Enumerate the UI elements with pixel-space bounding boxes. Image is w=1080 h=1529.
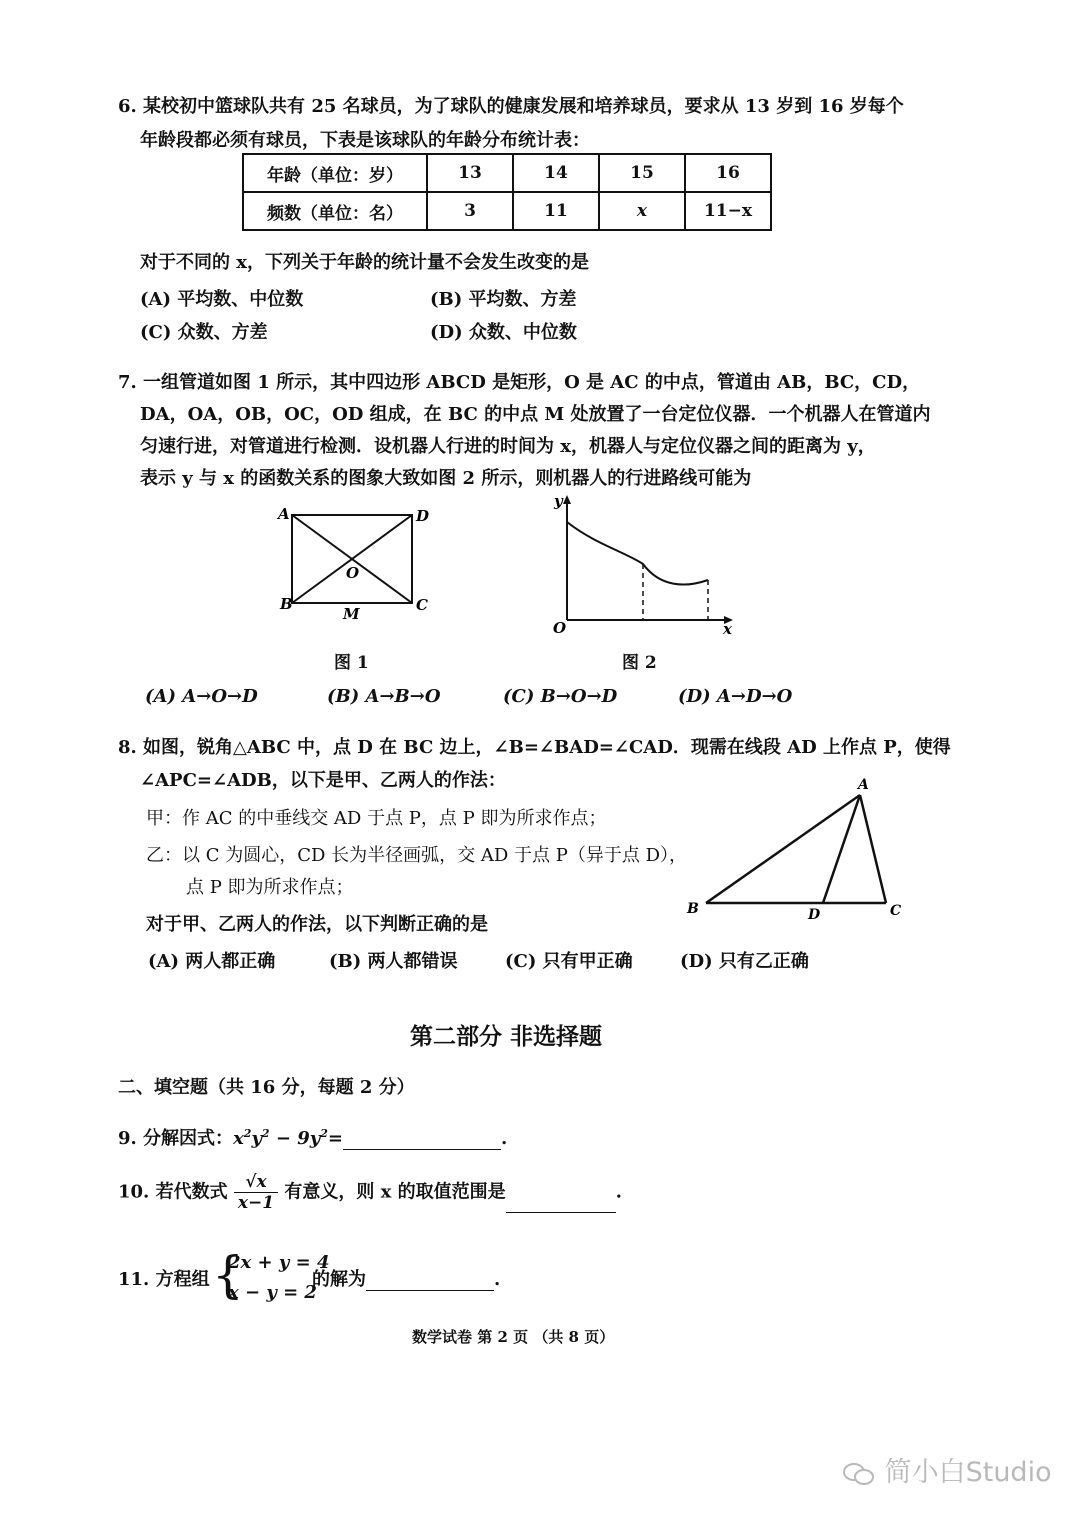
label-origin: O	[553, 619, 567, 637]
q11-suffix-line	[312, 1265, 500, 1291]
q6-question: 对于不同的 x，下列关于年龄的统计量不会发生改变的是	[140, 252, 589, 273]
q6-line2: 年龄段都必须有球员，下表是该球队的年龄分布统计表：	[140, 130, 590, 151]
label-M: M	[343, 605, 360, 623]
q10	[118, 1172, 622, 1213]
label-D: D	[808, 907, 821, 923]
q10-answer-blank[interactable]	[506, 1192, 616, 1213]
figure-1-caption: 图 1	[334, 653, 369, 673]
table-header-frequency: 频数（单位：名）	[243, 192, 427, 230]
table-cell: 14	[513, 154, 599, 192]
q10-denominator: x−1	[237, 1193, 275, 1213]
figure-2-caption: 图 2	[622, 653, 657, 673]
label-A: A	[858, 777, 869, 793]
q7-option-d: (D) A→D→O	[678, 686, 793, 707]
table-cell: 16	[685, 154, 771, 192]
q11-equation-1: 2x + y = 4	[228, 1252, 330, 1273]
label-x: x	[723, 620, 732, 638]
q7-line1: 7. 一组管道如图 1 所示，其中四边形 ABCD 是矩形，O 是 AC 的中点，管道由 AB，BC，CD，	[118, 372, 921, 393]
table-cell: 13	[427, 154, 513, 192]
q11-equation-2: x − y = 2	[228, 1282, 317, 1303]
watermark	[842, 1450, 1052, 1489]
q6-option-b: (B) 平均数、方差	[430, 289, 577, 310]
section-fill-in-title: 二、填空题（共 16 分，每题 2 分）	[118, 1077, 415, 1098]
q9-end: .	[500, 1128, 508, 1149]
q8-method-jia: 甲：作 AC 的中垂线交 AD 于点 P，点 P 即为所求作点；	[146, 808, 607, 829]
q8-line1: 8. 如图，锐角△ABC 中，点 D 在 BC 边上，∠B=∠BAD=∠CAD．现需在线段 AD 上作点 P，使得	[118, 737, 951, 758]
q6-option-d: (D) 众数、中位数	[430, 322, 577, 343]
label-y: y	[554, 492, 563, 510]
age-frequency-table	[242, 153, 772, 231]
q7-line3: 匀速行进，对管道进行检测．设机器人行进的时间为 x，机器人与定位仪器之间的距离为 y，	[140, 436, 876, 457]
q10-suffix: 有意义，则 x 的取值范围是	[284, 1181, 506, 1203]
label-A: A	[278, 505, 290, 523]
label-B: B	[687, 901, 699, 917]
q7-line2: DA，OA，OB，OC，OD 组成，在 BC 的中点 M 处放置了一台定位仪器．一个机器人在管道内	[140, 404, 931, 425]
q8-option-a: (A) 两人都正确	[148, 951, 276, 972]
label-D: D	[416, 507, 430, 525]
table-cell: 11−x	[685, 192, 771, 230]
table-cell: x	[599, 192, 685, 230]
q8-method-yi-line2: 点 P 即为所求作点；	[186, 877, 354, 898]
figure-triangle-abc	[680, 772, 910, 924]
label-C: C	[416, 596, 428, 614]
q9-equals: =	[327, 1128, 343, 1149]
table-header-age: 年龄（单位：岁）	[243, 154, 427, 192]
part2-title: 第二部分 非选择题	[410, 1023, 603, 1050]
q11-suffix: 的解为	[312, 1269, 366, 1290]
q9	[118, 1124, 507, 1150]
q11-end: .	[494, 1269, 501, 1290]
q7-line4: 表示 y 与 x 的函数关系的图象大致如图 2 所示，则机器人的行进路线可能为	[140, 468, 752, 489]
table-cell: 11	[513, 192, 599, 230]
graph-curve	[567, 522, 708, 585]
q11-prefix: 11. 方程组	[118, 1269, 210, 1290]
q8-option-b: (B) 两人都错误	[329, 951, 458, 972]
table-cell: 15	[599, 154, 685, 192]
table-row	[243, 192, 771, 230]
table-cell: 3	[427, 192, 513, 230]
q10-prefix: 10. 若代数式	[118, 1181, 228, 1203]
chat-bubble-icon	[842, 1461, 876, 1487]
q8-line2: ∠APC=∠ADB，以下是甲、乙两人的作法：	[140, 770, 506, 791]
q8-option-d: (D) 只有乙正确	[680, 951, 809, 972]
table-row	[243, 154, 771, 192]
label-O: O	[346, 564, 360, 582]
q9-prefix: 9. 分解因式：	[118, 1128, 234, 1149]
q6-option-c: (C) 众数、方差	[140, 322, 268, 343]
q7-option-c: (C) B→O→D	[503, 686, 618, 707]
q8-question: 对于甲、乙两人的作法，以下判断正确的是	[146, 914, 488, 935]
q9-answer-blank[interactable]	[343, 1129, 501, 1150]
q10-numerator: √x	[234, 1172, 278, 1193]
figure-1-rectangle	[270, 500, 440, 625]
q8-option-c: (C) 只有甲正确	[505, 951, 633, 972]
q7-option-a: (A) A→O→D	[145, 686, 258, 707]
q6-option-a: (A) 平均数、中位数	[140, 289, 304, 310]
q9-expression: $x^2y^2 - 9y^2$	[233, 1127, 328, 1149]
q7-option-b: (B) A→B→O	[327, 686, 441, 707]
q10-fraction	[234, 1172, 278, 1213]
figure-2-graph	[545, 492, 745, 640]
q10-end: .	[615, 1181, 622, 1203]
q11-answer-blank[interactable]	[366, 1270, 494, 1291]
q6-line1: 6. 某校初中篮球队共有 25 名球员，为了球队的健康发展和培养球员，要求从 13 岁到 16 岁每个	[118, 96, 904, 117]
watermark-text: 简小白Studio	[884, 1457, 1052, 1488]
q11-brace: {	[212, 1246, 244, 1304]
page-footer: 数学试卷 第 2 页 （共 8 页）	[412, 1328, 615, 1346]
label-B: B	[280, 595, 293, 613]
q8-method-yi-line1: 乙：以 C 为圆心，CD 长为半径画弧，交 AD 于点 P（异于点 D），	[146, 845, 687, 866]
label-C: C	[890, 903, 902, 919]
